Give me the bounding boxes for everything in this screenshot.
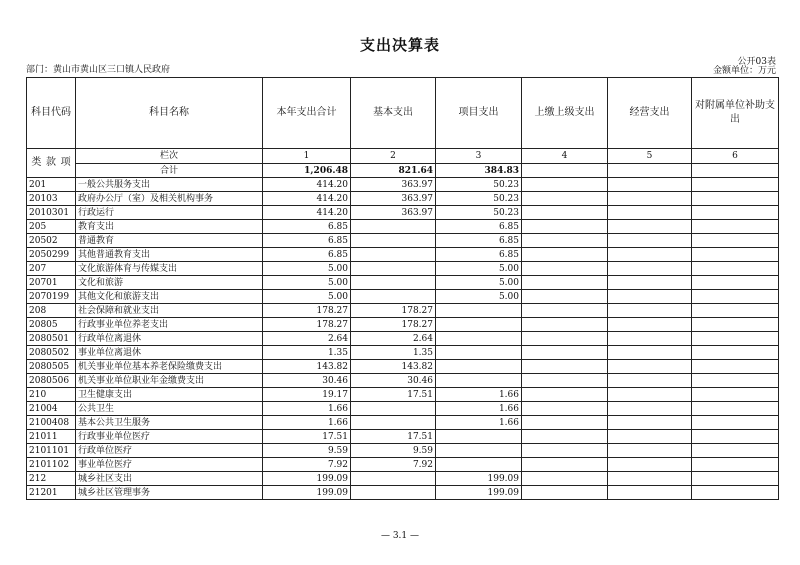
row-subsidiary <box>692 458 779 472</box>
row-name: 普通教育 <box>76 234 263 248</box>
row-name: 事业单位医疗 <box>76 458 263 472</box>
row-name: 行政单位离退休 <box>76 332 263 346</box>
row-basic: 363.97 <box>351 192 436 206</box>
total-row <box>27 164 779 178</box>
row-code: 2080501 <box>27 332 76 346</box>
row-business <box>608 416 692 430</box>
row-name: 行政事业单位养老支出 <box>76 318 263 332</box>
header-total: 本年支出合计 <box>263 78 351 149</box>
row-total: 414.20 <box>263 178 351 192</box>
row-code: 201 <box>27 178 76 192</box>
row-project: 1.66 <box>436 402 522 416</box>
row-basic <box>351 220 436 234</box>
table-row <box>27 192 779 206</box>
page-number: — 3.1 — <box>380 531 420 541</box>
row-total: 9.59 <box>263 444 351 458</box>
table-row <box>27 458 779 472</box>
row-upper <box>522 416 608 430</box>
table-row <box>27 486 779 500</box>
row-code: 21004 <box>27 402 76 416</box>
row-business <box>608 472 692 486</box>
table-row <box>27 444 779 458</box>
row-total: 1.66 <box>263 416 351 430</box>
row-project: 1.66 <box>436 388 522 402</box>
row-upper <box>522 346 608 360</box>
row-name: 事业单位离退休 <box>76 346 263 360</box>
row-upper <box>522 178 608 192</box>
row-code: 205 <box>27 220 76 234</box>
table-row <box>27 346 779 360</box>
row-project <box>436 430 522 444</box>
row-code: 2050299 <box>27 248 76 262</box>
row-subsidiary <box>692 332 779 346</box>
row-subsidiary <box>692 248 779 262</box>
row-total: 199.09 <box>263 472 351 486</box>
header-basic: 基本支出 <box>351 78 436 149</box>
row-total: 1.66 <box>263 402 351 416</box>
row-name: 一般公共服务支出 <box>76 178 263 192</box>
total-label: 合计 <box>76 164 263 178</box>
row-total: 143.82 <box>263 360 351 374</box>
row-subsidiary <box>692 430 779 444</box>
row-total: 5.00 <box>263 290 351 304</box>
header-row <box>27 78 779 149</box>
table-row <box>27 234 779 248</box>
unit-label: 金额单位：万元 <box>712 66 776 76</box>
row-business <box>608 346 692 360</box>
table-row <box>27 178 779 192</box>
row-code: 2101101 <box>27 444 76 458</box>
row-project: 1.66 <box>436 416 522 430</box>
row-subsidiary <box>692 318 779 332</box>
header-subsidiary: 对附属单位补助支出 <box>692 78 779 149</box>
row-code: 2080505 <box>27 360 76 374</box>
row-subsidiary <box>692 304 779 318</box>
row-name: 卫生健康支出 <box>76 388 263 402</box>
row-subsidiary <box>692 360 779 374</box>
row-upper <box>522 290 608 304</box>
row-business <box>608 388 692 402</box>
row-name: 行政运行 <box>76 206 263 220</box>
row-code: 2080502 <box>27 346 76 360</box>
row-subsidiary <box>692 290 779 304</box>
row-basic <box>351 234 436 248</box>
kind-cell <box>27 149 76 178</box>
row-business <box>608 234 692 248</box>
row-subsidiary <box>692 416 779 430</box>
table-row <box>27 402 779 416</box>
row-business <box>608 444 692 458</box>
row-total: 6.85 <box>263 234 351 248</box>
table-row <box>27 374 779 388</box>
kind-lei: 类 <box>31 157 42 168</box>
column-number: 6 <box>692 149 779 164</box>
page-title: 支出决算表 <box>359 36 440 54</box>
row-code: 207 <box>27 262 76 276</box>
row-subsidiary <box>692 374 779 388</box>
row-upper <box>522 234 608 248</box>
row-total: 199.09 <box>263 486 351 500</box>
row-upper <box>522 472 608 486</box>
row-subsidiary <box>692 234 779 248</box>
row-upper <box>522 486 608 500</box>
header-business: 经营支出 <box>608 78 692 149</box>
row-business <box>608 220 692 234</box>
row-basic <box>351 290 436 304</box>
row-total: 414.20 <box>263 192 351 206</box>
row-code: 212 <box>27 472 76 486</box>
row-code: 2010301 <box>27 206 76 220</box>
row-name: 城乡社区支出 <box>76 472 263 486</box>
column-number: 3 <box>436 149 522 164</box>
expenditure-table <box>26 77 779 500</box>
row-basic: 363.97 <box>351 178 436 192</box>
total-upper <box>522 164 608 178</box>
row-business <box>608 248 692 262</box>
row-code: 21201 <box>27 486 76 500</box>
row-upper <box>522 388 608 402</box>
row-upper <box>522 276 608 290</box>
row-code: 21011 <box>27 430 76 444</box>
row-business <box>608 262 692 276</box>
row-basic <box>351 276 436 290</box>
row-project <box>436 332 522 346</box>
row-project: 50.23 <box>436 192 522 206</box>
row-upper <box>522 360 608 374</box>
row-project: 199.09 <box>436 486 522 500</box>
header-upper: 上缴上级支出 <box>522 78 608 149</box>
row-upper <box>522 192 608 206</box>
table-row <box>27 304 779 318</box>
row-subsidiary <box>692 276 779 290</box>
row-code: 2080506 <box>27 374 76 388</box>
row-code: 2101102 <box>27 458 76 472</box>
row-business <box>608 332 692 346</box>
row-code: 2100408 <box>27 416 76 430</box>
row-project <box>436 360 522 374</box>
row-subsidiary <box>692 402 779 416</box>
row-project <box>436 444 522 458</box>
row-business <box>608 374 692 388</box>
column-number: 5 <box>608 149 692 164</box>
row-project: 6.85 <box>436 248 522 262</box>
table-row <box>27 332 779 346</box>
row-code: 20103 <box>27 192 76 206</box>
table-row <box>27 262 779 276</box>
row-name: 教育支出 <box>76 220 263 234</box>
form-code: 公开03表 <box>737 57 776 67</box>
row-business <box>608 206 692 220</box>
row-upper <box>522 402 608 416</box>
row-upper <box>522 248 608 262</box>
total-basic: 821.64 <box>351 164 436 178</box>
row-business <box>608 486 692 500</box>
row-upper <box>522 220 608 234</box>
row-business <box>608 402 692 416</box>
row-code: 2070199 <box>27 290 76 304</box>
row-name: 公共卫生 <box>76 402 263 416</box>
row-total: 5.00 <box>263 276 351 290</box>
kind-kuan: 款 <box>45 157 56 168</box>
row-name: 行政事业单位医疗 <box>76 430 263 444</box>
row-name: 其他普通教育支出 <box>76 248 263 262</box>
row-upper <box>522 206 608 220</box>
row-name: 政府办公厅（室）及相关机构事务 <box>76 192 263 206</box>
table-row <box>27 248 779 262</box>
row-total: 19.17 <box>263 388 351 402</box>
row-project <box>436 458 522 472</box>
table-row <box>27 290 779 304</box>
row-total: 5.00 <box>263 262 351 276</box>
row-business <box>608 276 692 290</box>
row-name: 城乡社区管理事务 <box>76 486 263 500</box>
table-row <box>27 220 779 234</box>
row-subsidiary <box>692 388 779 402</box>
row-total: 1.35 <box>263 346 351 360</box>
column-number-row <box>27 149 779 164</box>
row-project <box>436 346 522 360</box>
row-basic: 30.46 <box>351 374 436 388</box>
table-row <box>27 318 779 332</box>
row-subsidiary <box>692 444 779 458</box>
row-project: 6.85 <box>436 220 522 234</box>
row-total: 17.51 <box>263 430 351 444</box>
row-subsidiary <box>692 178 779 192</box>
table-row <box>27 472 779 486</box>
row-code: 208 <box>27 304 76 318</box>
row-code: 20805 <box>27 318 76 332</box>
row-upper <box>522 318 608 332</box>
total-project: 384.83 <box>436 164 522 178</box>
row-basic: 2.64 <box>351 332 436 346</box>
table-row <box>27 276 779 290</box>
row-basic: 143.82 <box>351 360 436 374</box>
row-name: 社会保障和就业支出 <box>76 304 263 318</box>
total-subsidiary <box>692 164 779 178</box>
row-total: 414.20 <box>263 206 351 220</box>
row-upper <box>522 374 608 388</box>
row-subsidiary <box>692 486 779 500</box>
row-total: 178.27 <box>263 304 351 318</box>
row-basic <box>351 402 436 416</box>
row-total: 30.46 <box>263 374 351 388</box>
row-upper <box>522 430 608 444</box>
row-upper <box>522 262 608 276</box>
row-basic <box>351 472 436 486</box>
row-code: 210 <box>27 388 76 402</box>
total-business <box>608 164 692 178</box>
row-name: 文化和旅游 <box>76 276 263 290</box>
row-upper <box>522 458 608 472</box>
row-business <box>608 178 692 192</box>
row-basic: 17.51 <box>351 430 436 444</box>
row-business <box>608 458 692 472</box>
row-basic: 9.59 <box>351 444 436 458</box>
row-project: 50.23 <box>436 206 522 220</box>
table-row <box>27 206 779 220</box>
row-project <box>436 304 522 318</box>
header-code: 科目代码 <box>27 78 76 149</box>
row-project: 5.00 <box>436 290 522 304</box>
row-upper <box>522 304 608 318</box>
row-basic <box>351 248 436 262</box>
row-basic: 178.27 <box>351 318 436 332</box>
row-subsidiary <box>692 220 779 234</box>
row-basic: 178.27 <box>351 304 436 318</box>
row-basic <box>351 262 436 276</box>
kind-xiang: 项 <box>60 157 71 168</box>
row-code: 20701 <box>27 276 76 290</box>
row-project: 5.00 <box>436 276 522 290</box>
row-business <box>608 360 692 374</box>
row-project: 6.85 <box>436 234 522 248</box>
row-project <box>436 318 522 332</box>
row-total: 7.92 <box>263 458 351 472</box>
department-label: 部门：黄山市黄山区三口镇人民政府 <box>26 65 171 75</box>
row-upper <box>522 332 608 346</box>
row-subsidiary <box>692 206 779 220</box>
row-subsidiary <box>692 346 779 360</box>
row-upper <box>522 444 608 458</box>
column-number: 4 <box>522 149 608 164</box>
row-total: 6.85 <box>263 248 351 262</box>
table-row <box>27 388 779 402</box>
row-subsidiary <box>692 472 779 486</box>
row-name: 行政单位医疗 <box>76 444 263 458</box>
row-basic <box>351 486 436 500</box>
row-total: 2.64 <box>263 332 351 346</box>
row-name: 机关事业单位基本养老保险缴费支出 <box>76 360 263 374</box>
row-project <box>436 374 522 388</box>
table-row <box>27 360 779 374</box>
row-code: 20502 <box>27 234 76 248</box>
row-project: 5.00 <box>436 262 522 276</box>
row-business <box>608 290 692 304</box>
row-basic <box>351 416 436 430</box>
row-subsidiary <box>692 262 779 276</box>
row-business <box>608 304 692 318</box>
column-number: 1 <box>263 149 351 164</box>
row-name: 其他文化和旅游支出 <box>76 290 263 304</box>
row-name: 机关事业单位职业年金缴费支出 <box>76 374 263 388</box>
table-row <box>27 416 779 430</box>
row-business <box>608 318 692 332</box>
row-subsidiary <box>692 192 779 206</box>
row-business <box>608 192 692 206</box>
row-business <box>608 430 692 444</box>
row-basic: 17.51 <box>351 388 436 402</box>
row-name: 文化旅游体育与传媒支出 <box>76 262 263 276</box>
row-project: 199.09 <box>436 472 522 486</box>
total-amount: 1,206.48 <box>263 164 351 178</box>
table-row <box>27 430 779 444</box>
header-project: 项目支出 <box>436 78 522 149</box>
row-total: 6.85 <box>263 220 351 234</box>
row-name: 基本公共卫生服务 <box>76 416 263 430</box>
column-number: 2 <box>351 149 436 164</box>
row-basic: 1.35 <box>351 346 436 360</box>
header-name: 科目名称 <box>76 78 263 149</box>
row-basic: 363.97 <box>351 206 436 220</box>
row-basic: 7.92 <box>351 458 436 472</box>
row-project: 50.23 <box>436 178 522 192</box>
row-total: 178.27 <box>263 318 351 332</box>
column-label: 栏次 <box>76 149 263 164</box>
